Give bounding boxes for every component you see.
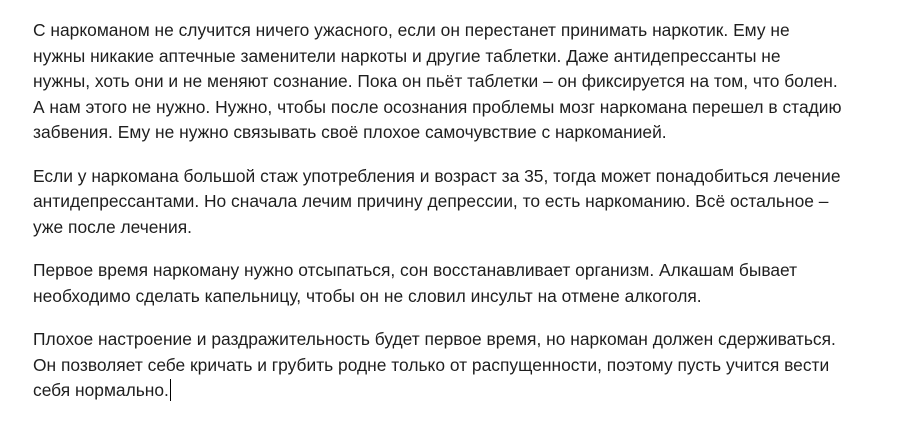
text-line: С наркоманом не случится ничего ужасного, если он перестанет принимать наркотик. Ему не [33, 20, 790, 40]
text-line-content: себя нормально. [33, 380, 169, 400]
text-line: Первое время наркоману нужно отсыпаться, сон восстанавливает организм. Алкашам бывает [33, 260, 798, 280]
text-line: нужны, хоть они и не меняют сознание. Пока он пьёт таблетки – он фиксируется на том, что болен. [33, 71, 838, 91]
text-line: необходимо сделать капельницу, чтобы он не словил инсульт на отмене алкоголя. [33, 285, 702, 306]
text-line: А нам этого не нужно. Нужно, чтобы после осознания проблемы мозг наркомана перешел в стадию [33, 96, 842, 117]
text-line: Если у наркомана большой стаж употребления и возраст за 35, тогда может понадобиться лечение [33, 165, 841, 186]
text-line: забвения. Ему не нужно связывать своё плохое самочувствие с наркоманией. [33, 122, 667, 142]
paragraph-3 [33, 258, 895, 309]
text-line: уже после лечения. [33, 216, 193, 237]
document-body[interactable] [33, 18, 895, 422]
text-cursor [170, 379, 171, 401]
paragraph-4 [33, 327, 895, 404]
text-line: Он позволяет себе кричать и грубить родне только от распущенности, поэтому пусть учится вести [33, 354, 830, 375]
text-line: Плохое настроение и раздражительность будет первое время, но наркоман должен сдерживаться. [33, 329, 836, 349]
text-line: антидепрессантами. Но сначала лечим причину депрессии, то есть наркоманию. Всё остальное – [33, 191, 829, 211]
text-line: нужны никакие аптечные заменители наркоты и другие таблетки. Даже антидепрессанты не [33, 45, 781, 66]
text-line-last [33, 378, 895, 404]
paragraph-1 [33, 18, 895, 146]
paragraph-2 [33, 164, 895, 241]
